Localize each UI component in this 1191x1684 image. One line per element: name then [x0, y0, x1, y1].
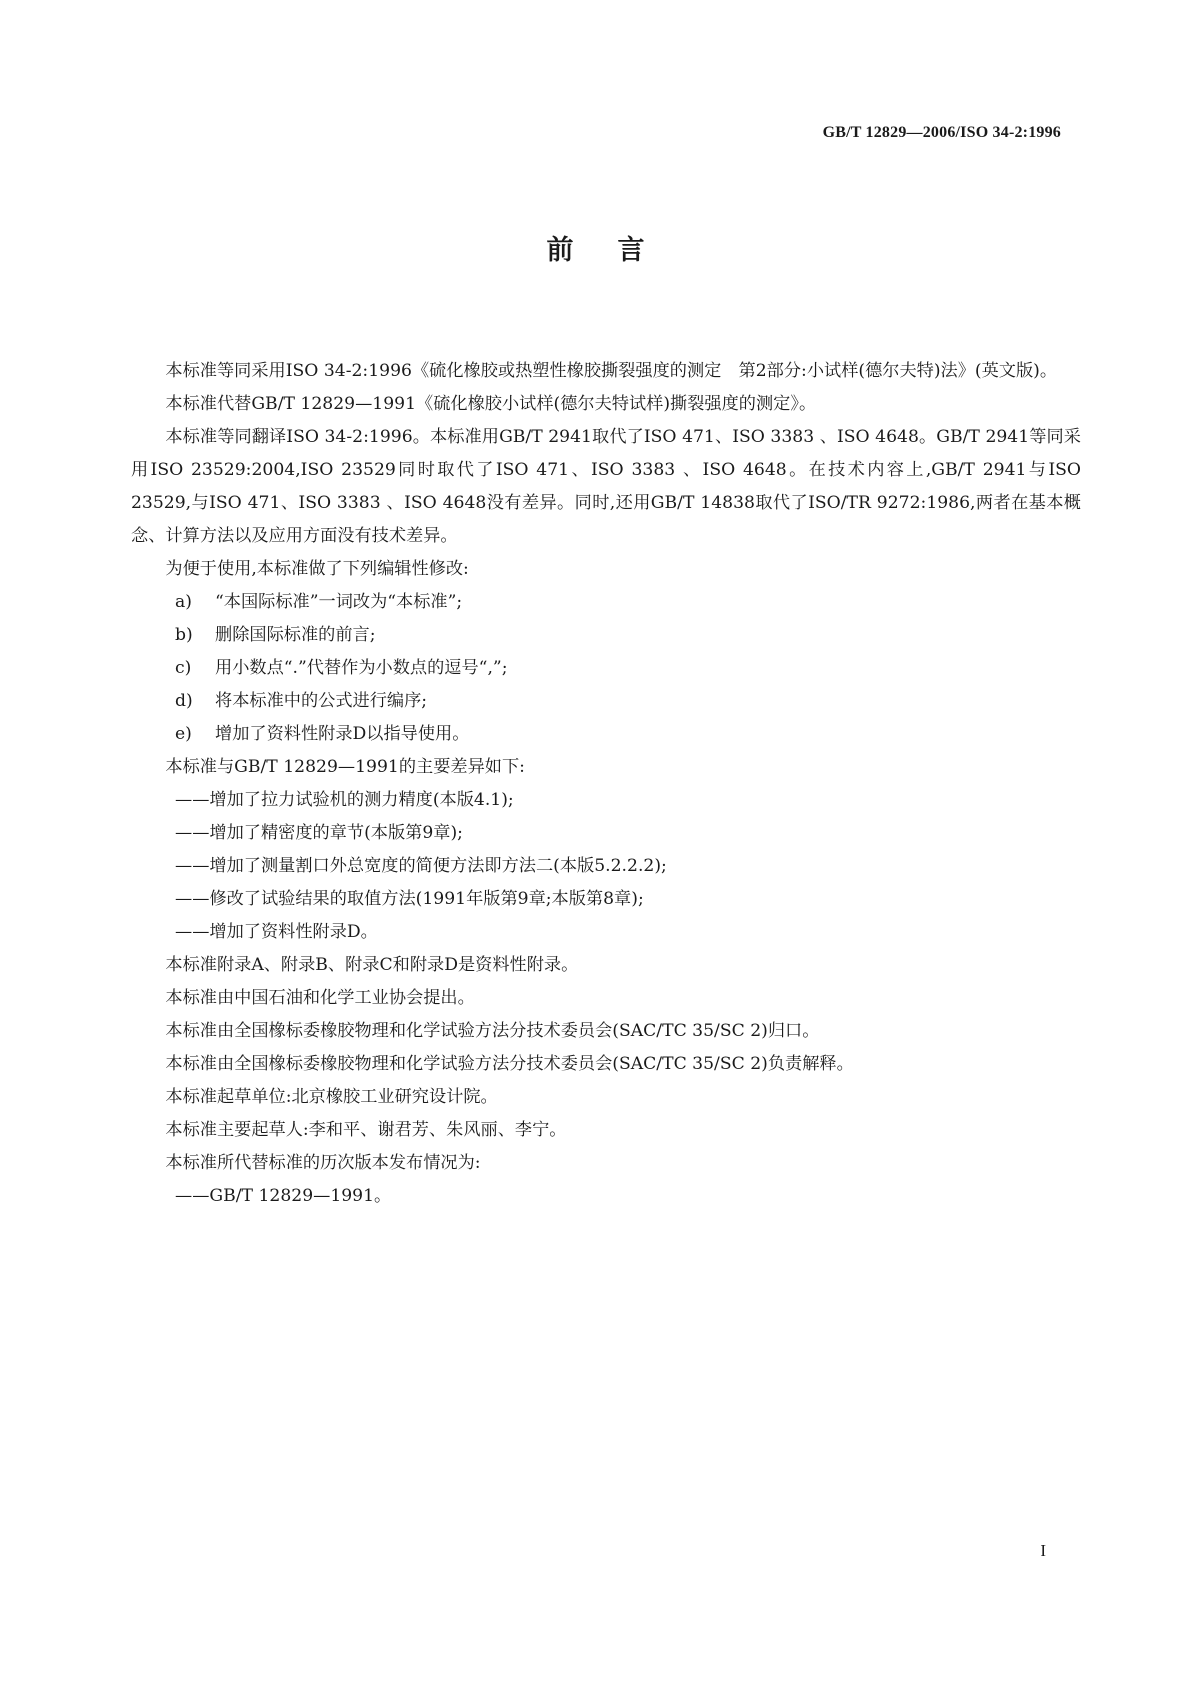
- paragraph-adoption: 本标准等同采用ISO 34-2:1996《硫化橡胶或热塑性橡胶撕裂强度的测定 第2部分:小试样(德尔夫特)法》(英文版)。: [165, 361, 1058, 381]
- list-item-label: e): [175, 724, 192, 744]
- history-list: [131, 1180, 1081, 1213]
- paragraph-drafters: 本标准主要起草人:李和平、谢君芳、朱风丽、李宁。: [165, 1120, 567, 1140]
- document-body: [131, 355, 1081, 1213]
- list-item-label: d): [175, 691, 193, 711]
- list-item: ——GB/T 12829—1991。: [175, 1186, 392, 1206]
- list-item-text: 用小数点“.”代替作为小数点的逗号“,”;: [215, 658, 508, 678]
- paragraph-administered-by: 本标准由全国橡标委橡胶物理和化学试验方法分技术委员会(SAC/TC 35/SC 2)归口。: [165, 1021, 820, 1041]
- list-item-label: c): [175, 658, 192, 678]
- list-item: [131, 586, 1081, 619]
- list-item-text: “本国际标准”一词改为“本标准”;: [215, 592, 463, 612]
- list-item-label: a): [175, 592, 192, 612]
- list-item: [131, 718, 1081, 751]
- list-item-text: 增加了资料性附录D以指导使用。: [215, 724, 470, 744]
- list-item: ——修改了试验结果的取值方法(1991年版第9章;本版第8章);: [175, 889, 644, 909]
- paragraph-appendices: 本标准附录A、附录B、附录C和附录D是资料性附录。: [165, 955, 579, 975]
- paragraph-interpreted-by: 本标准由全国橡标委橡胶物理和化学试验方法分技术委员会(SAC/TC 35/SC 2)负责解释。: [165, 1054, 854, 1074]
- list-item-text: 删除国际标准的前言;: [215, 625, 376, 645]
- list-item: [131, 685, 1081, 718]
- list-item: [131, 652, 1081, 685]
- list-item: [131, 619, 1081, 652]
- standard-code: GB/T 12829—2006/ISO 34-2:1996: [822, 124, 1061, 141]
- paragraph-history-intro: 本标准所代替标准的历次版本发布情况为:: [165, 1153, 481, 1173]
- paragraph-proposed-by: 本标准由中国石油和化学工业协会提出。: [165, 988, 475, 1008]
- edits-list: [131, 586, 1081, 751]
- list-item-text: 将本标准中的公式进行编序;: [215, 691, 428, 711]
- paragraph-replaces: 本标准代替GB/T 12829—1991《硫化橡胶小试样(德尔夫特试样)撕裂强度的测定》。: [165, 394, 817, 414]
- paragraph-drafting-unit: 本标准起草单位:北京橡胶工业研究设计院。: [165, 1087, 498, 1107]
- paragraph-translation: 本标准等同翻译ISO 34-2:1996。本标准用GB/T 2941取代了ISO 471、ISO 3383 、ISO 4648。GB/T 2941等同采用ISO 23529:2004,ISO 23529同时取代了ISO 471、ISO 3383 、ISO 4648。在技术内容上,GB/T 2941与ISO 23529,与ISO 471、ISO 3383 、ISO 4648没有差异。同时,还用GB/T 14838取代了ISO/TR 9272:1986,两者在基本概念、计算方法以及应用方面没有技术差异。: [131, 427, 1081, 546]
- list-item: ——增加了拉力试验机的测力精度(本版4.1);: [175, 790, 514, 810]
- list-item: ——增加了精密度的章节(本版第9章);: [175, 823, 463, 843]
- paragraph-differences-intro: 本标准与GB/T 12829—1991的主要差异如下:: [165, 757, 525, 777]
- list-item: ——增加了资料性附录D。: [175, 922, 378, 942]
- differences-list: [131, 784, 1081, 949]
- page-title: 前言: [546, 235, 689, 266]
- page-number: I: [1040, 1541, 1046, 1560]
- list-item-label: b): [175, 625, 193, 645]
- list-item: ——增加了测量割口外总宽度的简便方法即方法二(本版5.2.2.2);: [175, 856, 667, 876]
- paragraph-edits-intro: 为便于使用,本标准做了下列编辑性修改:: [165, 559, 469, 579]
